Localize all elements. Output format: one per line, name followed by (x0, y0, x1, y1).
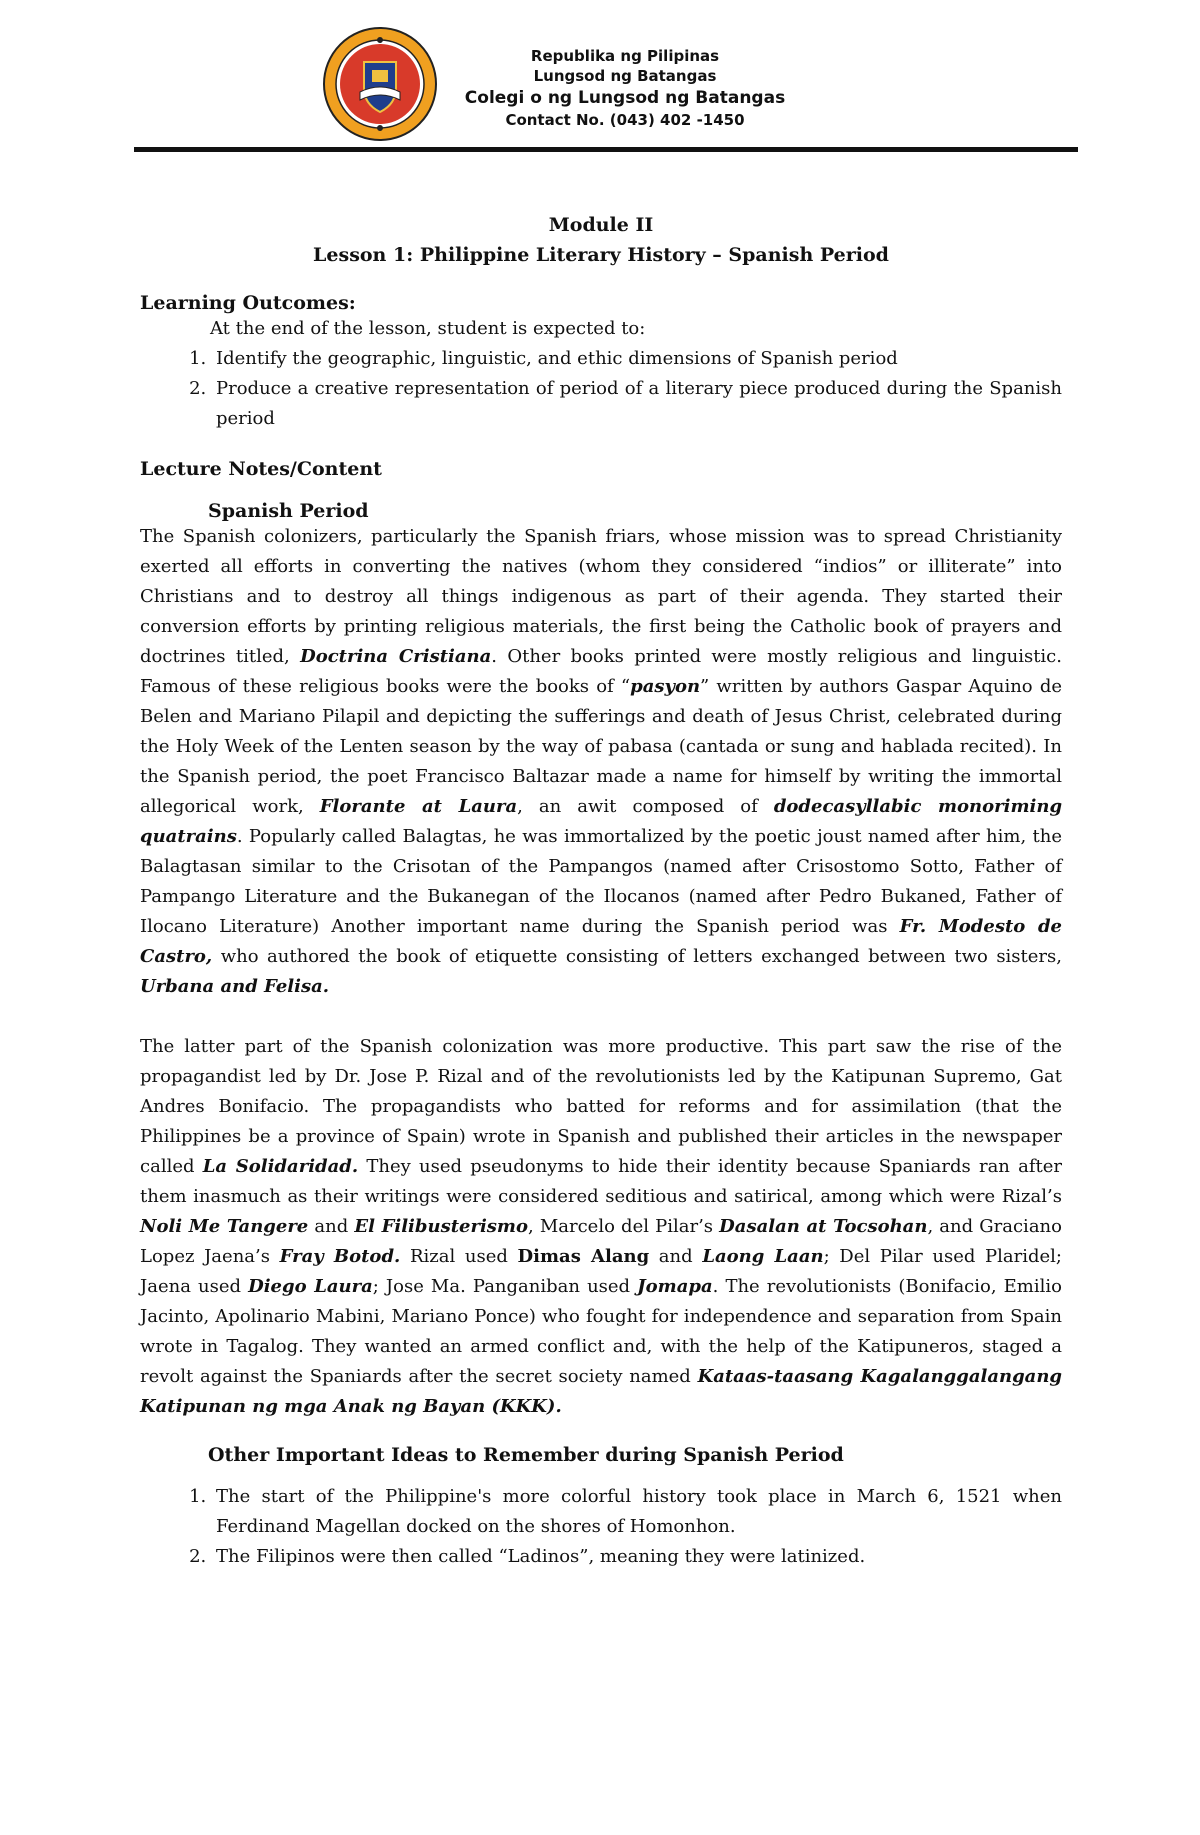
emphasis: Urbana and Felisa. (140, 976, 330, 997)
letterhead-text (440, 46, 810, 130)
learning-outcomes-heading: Learning Outcomes: (140, 292, 356, 314)
emphasis: La Solidaridad. (202, 1156, 359, 1177)
spanish-period-heading: Spanish Period (208, 500, 369, 522)
text: . The revolutionists (Bonifacio, Emilio Jacinto, Apolinario Mabini, Mariano Ponce) who fought for independence and separation from Spain wrote in Tagalog. They wanted an armed conflict and, with the help of the Katipuneros, staged a revolt against the Spaniards after the secret society named (140, 1276, 1062, 1387)
text: , Marcelo del Pilar’s (527, 1216, 720, 1237)
paragraph-spanish-period (140, 522, 1062, 1002)
text: . Popularly called Balagtas, he was immortalized by the poetic joust named after him, the Balagtasan similar to the Crisotan of the Pampangos (named after Crisostomo Sotto, Father of Pampango Literature and the Bukanegan of the Ilocanos (named after Pedro Bukaned, Father of Ilocano Literature) Another important name during the Spanish period was (140, 826, 1062, 937)
header-divider (134, 147, 1078, 152)
city-line: Lungsod ng Batangas (533, 67, 717, 85)
text: The Spanish colonizers, particularly the Spanish friars, whose mission was to spread Christianity exerted all efforts in converting the natives (whom they considered “indios” or illiterate” into Christians and to destroy all things indigenous as part of their agenda. They started their conversion efforts by printing religious materials, the first being the Catholic book of prayers and doctrines titled, (140, 526, 1062, 667)
text: Rizal used (400, 1246, 518, 1267)
emphasis: Kataas-taasang Kagalanggalangang Katipunan ng mga Anak ng Bayan (KKK). (140, 1366, 1062, 1417)
emphasis: Dimas Alang (517, 1246, 650, 1267)
emphasis: Laong Laan (702, 1246, 824, 1267)
emphasis: Doctrina Cristiana (300, 646, 492, 667)
emphasis: Fr. Modesto de Castro, (140, 916, 1062, 967)
text: who authored the book of etiquette consisting of letters exchanged between two sisters, (212, 946, 1062, 967)
list-item: 1. The start of the Philippine's more colorful history took place in March 6, 1521 when Ferdinand Magellan docked on the shores of Homonhon. (212, 1482, 1062, 1542)
text: and (308, 1216, 355, 1237)
republic-line: Republika ng Pilipinas (530, 47, 720, 65)
list-item: 2. Produce a creative representation of period of a literary piece produced during the Spanish period (212, 374, 1062, 434)
text: ; Del Pilar used Plaridel; Jaena used (140, 1246, 1062, 1297)
letterhead (0, 0, 1200, 160)
emphasis: Diego Laura (248, 1276, 373, 1297)
emphasis: El Filibusterismo (354, 1216, 528, 1237)
learning-outcomes-list (140, 344, 1062, 434)
text: . Other books printed were mostly religious and linguistic. Famous of these religious books were the books of “ (140, 646, 1062, 697)
other-ideas-heading: Other Important Ideas to Remember during Spanish Period (208, 1444, 844, 1466)
text: and (649, 1246, 703, 1267)
list-item: 2. The Filipinos were then called “Ladinos”, meaning they were latinized. (212, 1542, 1062, 1572)
document-body (140, 210, 1062, 1572)
emphasis: Fray Botod. (279, 1246, 401, 1267)
text: The latter part of the Spanish colonization was more productive. This part saw the rise of the propagandist led by Dr. Jose P. Rizal and of the revolutionists led by the Katipunan Supremo, Gat Andres Bonifacio. The propagandists who batted for reforms and for assimilation (that the Philippines be a province of Spain) wrote in Spanish and published their articles in the newspaper called (140, 1036, 1062, 1177)
emphasis: Noli Me Tangere (140, 1216, 309, 1237)
emphasis: pasyon (630, 676, 701, 697)
emphasis: Jomapa (637, 1276, 713, 1297)
lecture-notes-heading: Lecture Notes/Content (140, 458, 382, 480)
learning-outcomes-intro: At the end of the lesson, student is expected to: (210, 318, 646, 339)
module-title: Module II (548, 214, 654, 236)
text: , an awit composed of (517, 796, 774, 817)
college-name: Colegi o ng Lungsod ng Batangas (464, 88, 786, 108)
lesson-title: Lesson 1: Philippine Literary History – Spanish Period (313, 244, 889, 266)
list-item: 1. Identify the geographic, linguistic, and ethic dimensions of Spanish period (212, 344, 1062, 374)
other-ideas-list (140, 1482, 1062, 1572)
paragraph-latter-period (140, 1032, 1062, 1422)
college-seal-icon (322, 26, 438, 142)
text: ” written by authors Gaspar Aquino de Belen and Mariano Pilapil and depicting the sufferings and death of Jesus Christ, celebrated during the Holy Week of the Lenten season by the way of pabasa (cantada or sung and hablada recited). In the Spanish period, the poet Francisco Baltazar made a name for himself by writing the immortal allegorical work, (140, 676, 1062, 817)
contact-line: Contact No. (043) 402 -1450 (505, 111, 745, 129)
text: They used pseudonyms to hide their identity because Spaniards ran after them inasmuch as their writings were considered seditious and satirical, among which were Rizal’s (140, 1156, 1062, 1207)
emphasis: dodecasyllabic monoriming quatrains (140, 796, 1063, 847)
emphasis: Florante at Laura (319, 796, 518, 817)
emphasis: Dasalan at Tocsohan (719, 1216, 928, 1237)
text: , and Graciano Lopez Jaena’s (140, 1216, 1062, 1267)
text: ; Jose Ma. Panganiban used (372, 1276, 638, 1297)
